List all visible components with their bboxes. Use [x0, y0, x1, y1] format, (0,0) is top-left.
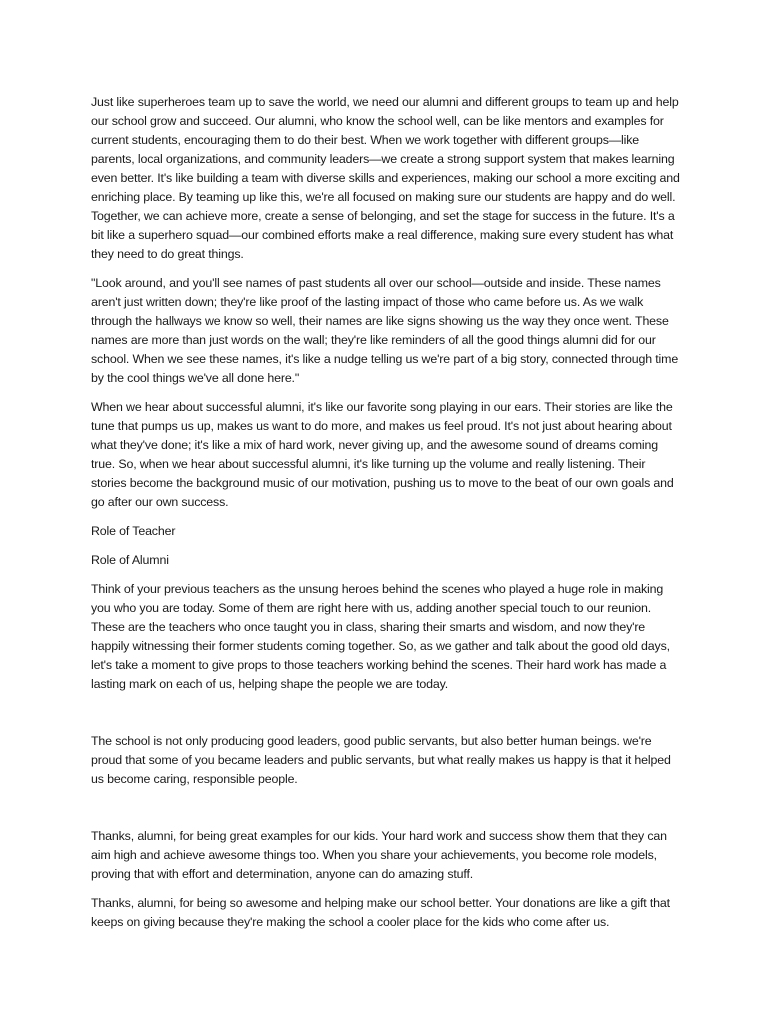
paragraph-alumni-names: "Look around, and you'll see names of past students all over our school—outside and inside. These names aren't just written down; they're like proof of the lasting impact of those who came before us. As we walk through the hallways we know so well, their names are like signs showing us the way they once went. These names are more than just words on the wall; they're like reminders of all the good things alumni did for our school. When we see these names, it's like a nudge telling us we're part of a big story, connected through time by the cool things we've all done here.": [91, 276, 679, 385]
paragraph-school: The school is not only producing good leaders, good public servants, but also better human beings. we're proud that some of you became leaders and public servants, but what really makes us happy is that it helped us become caring, responsible people.: [91, 734, 671, 786]
spacer: [91, 799, 681, 827]
paragraph-thanks-donations: Thanks, alumni, for being so awesome and helping make our school better. Your donations are like a gift that keeps on giving because they're making the school a cooler place for the kids who come after us.: [91, 896, 670, 929]
heading-role-of-alumni: Role of Alumni: [91, 553, 169, 567]
heading-role-of-teacher: Role of Teacher: [91, 524, 176, 538]
paragraph-teachers: Think of your previous teachers as the unsung heroes behind the scenes who played a huge role in making you who you are today. Some of them are right here with us, adding another special touch to our reunion. These are the teachers who once taught you in class, sharing their smarts and wisdom, and now they're happily witnessing their former students coming together. So, as we gather and talk about the good old days, let's take a moment to give props to those teachers working behind the scenes. Their hard work has made a lasting mark on each of us, helping shape the people we are today.: [91, 582, 670, 691]
paragraph-successful-alumni: When we hear about successful alumni, it's like our favorite song playing in our ears. Their stories are like the tune that pumps us up, makes us want to do more, and makes us feel proud. It's not just about hearing about what they've done; it's like a mix of hard work, never giving up, and the awesome sound of dreams coming true. So, when we hear about successful alumni, it's like turning up the volume and really listening. Their stories become the background music of our motivation, pushing us to move to the beat of our own goals and go after our own success.: [91, 400, 674, 509]
spacer: [91, 704, 681, 732]
paragraph-thanks-examples: Thanks, alumni, for being great examples for our kids. Your hard work and success show them that they can aim high and achieve awesome things too. When you share your achievements, you become role models, proving that with effort and determination, anyone can do amazing stuff.: [91, 829, 667, 881]
paragraph-teamwork: Just like superheroes team up to save the world, we need our alumni and different groups to team up and help our school grow and succeed. Our alumni, who know the school well, can be like mentors and examples for current students, encouraging them to do their best. When we work together with different groups—like parents, local organizations, and community leaders—we create a strong support system that makes learning even better. It's like building a team with diverse skills and experiences, making our school a more exciting and enriching place. By teaming up like this, we're all focused on making sure our students are happy and do well. Together, we can achieve more, create a sense of belonging, and set the stage for success in the future. It's a bit like a superhero squad—our combined efforts make a real difference, making sure every student has what they need to do great things.: [91, 95, 680, 261]
document-page: [91, 93, 681, 942]
